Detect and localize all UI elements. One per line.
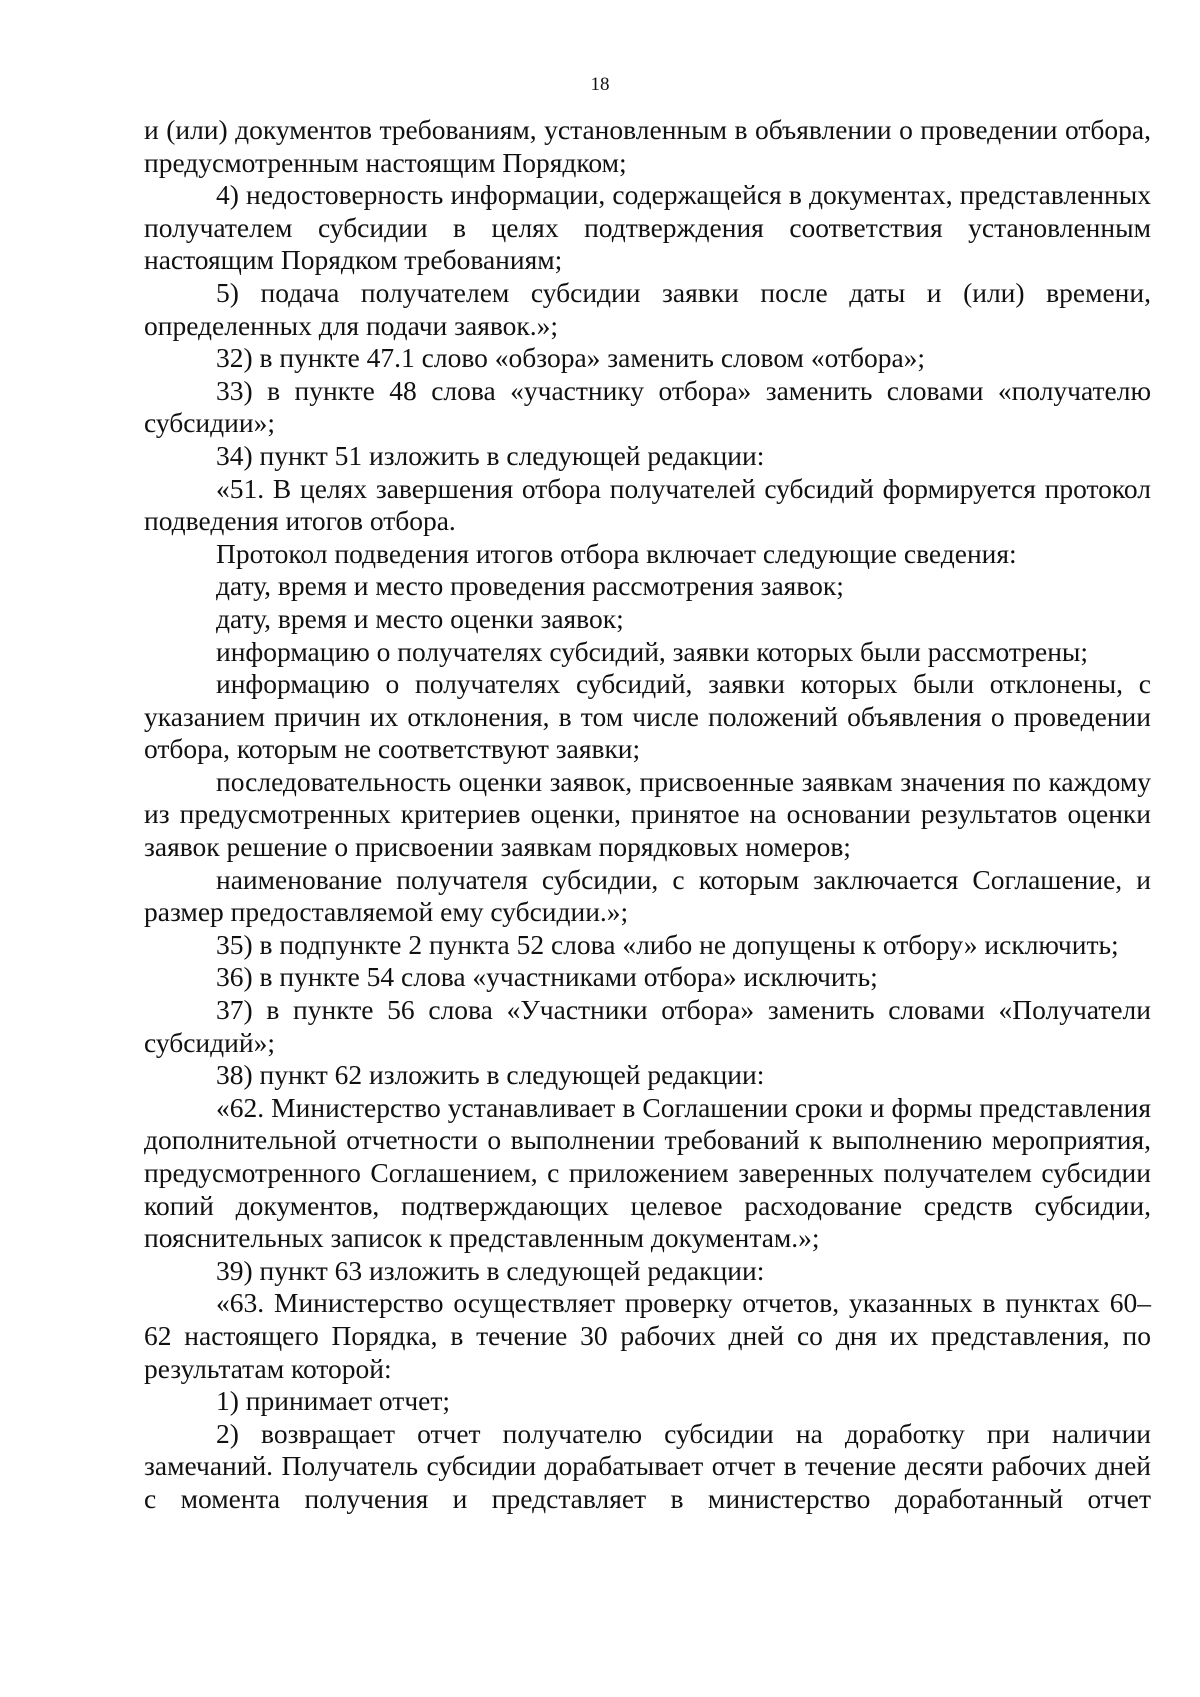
paragraph: 2) возвращает отчет получателю субсидии на доработку при наличии замечаний. Получатель субсидии дорабатывает отчет в течение десяти рабочих дней с момента получения и представляет в министерство доработанный отчет	[144, 1417, 1151, 1514]
paragraph: 34) пункт 51 изложить в следующей редакции:	[216, 439, 765, 471]
paragraph: 1) принимает отчет;	[216, 1385, 451, 1417]
document-body	[144, 114, 1151, 1516]
paragraph: 5) подача получателем субсидии заявки после даты и (или) времени, определенных для подачи заявок.»;	[144, 276, 1151, 341]
paragraph: наименование получателя субсидии, с которым заключается Соглашение, и размер предоставляемой ему субсидии.»;	[144, 863, 1151, 928]
paragraph: 35) в подпункте 2 пункта 52 слова «либо не допущены к отбору» исключить;	[216, 928, 1119, 960]
paragraph: последовательность оценки заявок, присвоенные заявкам значения по каждому из предусмотренных критериев оценки, принятое на основании результатов оценки заявок решение о присвоении заявкам порядковых номеров;	[144, 765, 1151, 863]
paragraph: дату, время и место проведения рассмотрения заявок;	[216, 570, 844, 602]
paragraph: 38) пункт 62 изложить в следующей редакции:	[216, 1059, 765, 1091]
page-number: 18	[590, 74, 610, 95]
paragraph: «51. В целях завершения отбора получателей субсидий формируется протокол подведения итогов отбора.	[144, 472, 1151, 537]
paragraph: «63. Министерство осуществляет проверку отчетов, указанных в пунктах 60–62 настоящего Порядка, в течение 30 рабочих дней со дня их представления, по результатам которой:	[144, 1287, 1151, 1384]
paragraph: «62. Министерство устанавливает в Соглашении сроки и формы представления дополнительной отчетности о выполнении требований к выполнению мероприятия, предусмотренного Соглашением, с приложением заверенных получателем субсидии копий документов, подтверждающих целевое расходование средств субсидии, пояснительных записок к представленным документам.»;	[144, 1091, 1151, 1254]
paragraph: 39) пункт 63 изложить в следующей редакции:	[216, 1254, 765, 1286]
paragraph: информацию о получателях субсидий, заявки которых были отклонены, с указанием причин их отклонения, в том числе положений объявления о проведении отбора, которым не соответствуют заявки;	[144, 668, 1151, 765]
paragraph: 36) в пункте 54 слова «участниками отбора» исключить;	[216, 961, 878, 993]
paragraph: 32) в пункте 47.1 слово «обзора» заменить словом «отбора»;	[216, 342, 926, 374]
paragraph: информацию о получателях субсидий, заявки которых были рассмотрены;	[216, 635, 1089, 667]
paragraph: дату, время и место оценки заявок;	[216, 602, 624, 634]
paragraph: 4) недостоверность информации, содержащейся в документах, представленных получателем субсидии в целях подтверждения соответствия установленным настоящим Порядком требованиям;	[144, 179, 1151, 276]
paragraph: Протокол подведения итогов отбора включает следующие сведения:	[216, 537, 1017, 569]
paragraph: 33) в пункте 48 слова «участнику отбора» заменить словами «получателю субсидии»;	[144, 374, 1151, 439]
paragraph: и (или) документов требованиям, установленным в объявлении о проведении отбора, предусмотренным настоящим Порядком;	[144, 114, 1151, 178]
paragraph: 37) в пункте 56 слова «Участники отбора» заменить словами «Получатели субсидий»;	[144, 994, 1151, 1058]
